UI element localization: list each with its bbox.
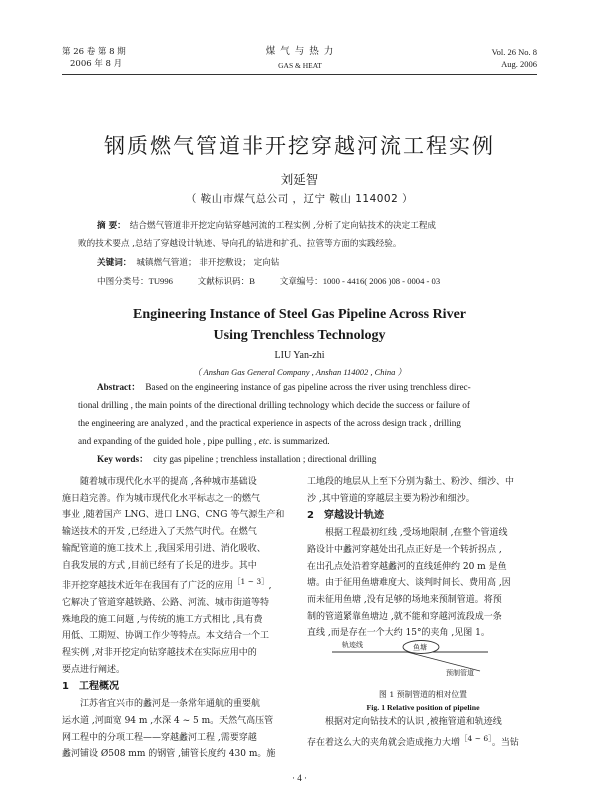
header-volume-en: Vol. 26 No. 8: [491, 47, 537, 57]
body-line: 运水道 ,河面宽 94 m ,水深 4 ~ 5 m。天然气高压管: [62, 715, 274, 726]
abstract-en-line4: and expanding of the guided hole , pipe pulling , etc. is summarized.: [78, 436, 330, 446]
page-title-en-line2: Using Trenchless Technology: [213, 328, 386, 343]
body-line: 工地段的地层从上至下分别为黏土、粉沙、细沙、中: [307, 477, 515, 487]
abstract-en-line3: the engineering are analyzed , and the practical experience in aspects of the across design track , drilling: [78, 418, 461, 428]
figure-1-caption-en: Fig. 1 Relative position of pipeline: [366, 703, 480, 712]
abstract-en-line1: Abstract： Based on the engineering instance of gas pipeline across the river using trenchless direc-: [97, 382, 471, 392]
class-value: TU996: [148, 276, 173, 286]
doc-value: B: [249, 276, 255, 286]
article-value: 1000 - 4416( 2006 )08 - 0004 - 03: [322, 276, 441, 286]
body-line: 蠡河铺设 Ø508 mm 的钢管 ,铺管长度约 430 m。施: [62, 749, 276, 760]
body-line: 殊地段的施工问题 ,与传统的施工方式相比 ,具有费: [62, 614, 263, 625]
body-line: 直线 ,而是存在一个大约 15°的夹角 ,见图 1。: [307, 628, 490, 639]
body-line-with-ref: 非开挖穿越技术近年在我国有了广泛的应用$^{[1 \sim 3]}$,: [62, 577, 272, 592]
body-line: 它解决了管道穿越铁路、公路、河流、城市街道等特: [62, 597, 270, 608]
page-title-en-line1: Engineering Instance of Steel Gas Pipeline Across River: [133, 307, 466, 322]
keywords-cn: 关键词： 城镇燃气管道； 非开挖敷设； 定向钻: [97, 258, 280, 268]
left-column: [62, 474, 294, 763]
citation-4-6: ［4 ~ 6］: [460, 733, 492, 743]
body-line: 输送技术的开发 ,已经进入了天然气时代。在燃气: [62, 527, 257, 538]
header-journal-en: GAS & HEAT: [278, 61, 322, 70]
affiliation-cn: （ 鞍山市煤气总公司 ，辽宁 鞍山 114002 ）: [185, 193, 414, 205]
keywords-en-label: Key words：: [97, 454, 149, 464]
header-date-en: Aug. 2006: [501, 59, 537, 69]
keywords-en: Key words： city gas pipeline ; trenchless installation ; directional drilling: [97, 454, 377, 464]
affiliation-en: （ Anshan Gas General Company , Anshan 114002 , China ）: [192, 367, 407, 377]
body-line: 江苏省宜兴市的蠡河是一条常年通航的重要航: [80, 699, 261, 710]
body-line: 在出孔点处沿着穿越蠡河的直线延伸约 20 m 是鱼: [307, 561, 507, 572]
section-heading-1: 1 工程概况: [62, 681, 119, 693]
body-line: 塘。由于征用鱼塘难度大、谈判时间长、费用高 ,因: [307, 578, 511, 589]
citation-1-3: ［1 ~ 3］: [233, 577, 269, 587]
section-heading-2: 2 穿越设计轨迹: [307, 510, 384, 522]
body-line-with-ref: 存在着这么大的夹角就会造成拖力大增$^{[4 \sim 6]}$。当钻: [307, 733, 519, 748]
abstract-en-label: Abstract：: [97, 382, 141, 392]
header-rule: [62, 74, 537, 75]
body-line: 输配管道的施工技术上 ,我国采用引进、消化吸收、: [62, 543, 266, 554]
body-line: 网工程中的分项工程——穿越蠡河工程 ,需要穿越: [62, 732, 257, 743]
header-journal-cn: 煤 气 与 热 力: [265, 46, 335, 57]
track-line-label: 轨迹线: [342, 641, 363, 649]
header-volume-cn: 第 26 卷 第 8 期: [62, 47, 126, 57]
abstract-cn-line2: 败的技术要点 ,总结了穿越设计轨迹、导向孔的钻进和扩孔、拉管等方面的实践经验。: [78, 239, 402, 249]
body-line: 随着城市现代化水平的提高 ,各种城市基础设: [80, 477, 257, 487]
body-line: 根据对定向钻技术的认识 ,被拖管道和轨迹线: [325, 717, 502, 727]
prefab-pipe-label: 预制管道: [446, 669, 474, 677]
figure-1-diagram: [330, 636, 490, 678]
fish-pond-label: 鱼塘: [413, 643, 427, 652]
body-line: 自我发展的方式 ,目前已经有了长足的进步。其中: [62, 560, 257, 571]
right-column: [307, 474, 539, 642]
body-line: 而未征用鱼塘 ,没有足够的场地来预制管道。将预: [307, 594, 502, 605]
abstract-en-line2: tional drilling , the main points of the directional drilling technology which decide the success or failure of: [78, 400, 470, 410]
body-line: 事业 ,随着国产 LNG、进口 LNG、CNG 等气源生产和: [62, 510, 285, 521]
body-line: 路设计中蠡河穿越处出孔点正好是一个转折拐点 ,: [307, 544, 502, 555]
body-line: 制的管道紧靠鱼塘边 ,就不能和穿越河流段成一条: [307, 611, 502, 622]
doc-label: 文献标识码：: [197, 277, 250, 287]
article-label: 文章编号：: [279, 277, 323, 287]
body-line: 程实例 ,对非开挖定向钻穿越技术在实际应用中的: [62, 648, 257, 659]
body-line: 要点进行阐述。: [62, 664, 126, 675]
abstract-cn-label: 摘 要：: [97, 221, 126, 231]
author-en: LIU Yan-zhi: [274, 350, 325, 361]
page-title-cn: 钢质燃气管道非开挖穿越河流工程实例: [104, 134, 495, 158]
body-line: 沙 ,其中管道的穿越层主要为粉沙和细沙。: [307, 493, 475, 504]
right-column-lower: [307, 714, 539, 751]
figure-1-caption-cn: 图 1 预制管道的相对位置: [379, 690, 467, 699]
body-line: 施日趋完善。作为城市现代化水平标志之一的燃气: [62, 493, 261, 504]
class-label: 中图分类号：: [97, 277, 149, 287]
page-number: · 4 ·: [292, 773, 307, 783]
header-date-cn: 2006 年 8 月: [70, 59, 123, 69]
keywords-cn-label: 关键词：: [97, 258, 132, 268]
author-cn: 刘延智: [280, 172, 319, 187]
body-line: 根据工程最初红线 ,受场地限制 ,在整个管道线: [325, 528, 508, 539]
body-line: 用低、工期短、协调工作少等特点。本文结合一个工: [62, 631, 270, 642]
abstract-cn-line1: 摘 要： 结合燃气管道非开挖定向钻穿越河流的工程实例 ,分析了定向钻技术的决定工程成: [97, 221, 437, 231]
classification-line: [97, 274, 537, 291]
